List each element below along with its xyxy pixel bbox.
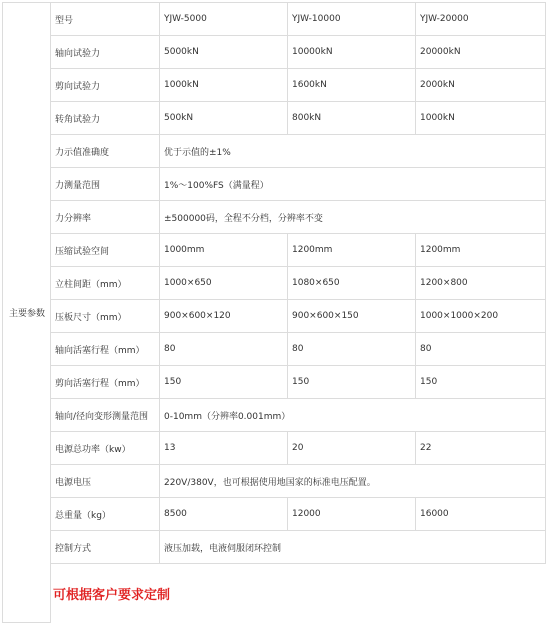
value-cell: 10000kN [288,36,416,69]
row-label: 力示值准确度 [51,135,160,168]
value-cell: 1200mm [288,234,416,267]
value-cell: 800kN [288,102,416,135]
value-cell: 1000×650 [160,267,288,300]
table-row [3,201,546,234]
value-cell: 20 [288,432,416,465]
row-label: 轴向试验力 [51,36,160,69]
table-row [3,267,546,300]
value-cell: 80 [288,333,416,366]
table-row [3,69,546,102]
value-cell: 80 [160,333,288,366]
row-label: 轴向/径向变形测量范围 [51,399,160,432]
value-cell: 20000kN [416,36,546,69]
value-cell: 13 [160,432,288,465]
value-cell: 1200mm [416,234,546,267]
value-cell: 1200×800 [416,267,546,300]
value-cell: 80 [416,333,546,366]
custom-note: 可根据客户要求定制 [53,587,171,603]
value-cell: 22 [416,432,546,465]
value-cell: 0-10mm（分辨率0.001mm） [160,399,546,432]
table-row [3,399,546,432]
row-label: 轴向活塞行程（mm） [51,333,160,366]
value-cell: 12000 [288,498,416,531]
row-label: 控制方式 [51,531,160,564]
value-cell: 8500 [160,498,288,531]
row-label: 总重量（kg） [51,498,160,531]
row-label: 压板尺寸（mm） [51,300,160,333]
row-label: 压缩试验空间 [51,234,160,267]
row-label: 力分辨率 [51,201,160,234]
table-row [3,465,546,498]
row-label: 电源总功率（kw） [51,432,160,465]
value-cell: 900×600×150 [288,300,416,333]
value-cell: 1000mm [160,234,288,267]
note-cell [51,564,546,623]
row-label: 电源电压 [51,465,160,498]
value-cell: YJW-5000 [160,3,288,36]
value-cell: 1000kN [416,102,546,135]
value-cell: 2000kN [416,69,546,102]
value-cell: 1%～100%FS（满量程） [160,168,546,201]
row-label: 立柱间距（mm） [51,267,160,300]
spec-table-body [3,3,546,623]
value-cell: 150 [416,366,546,399]
value-cell: 优于示值的±1% [160,135,546,168]
group-label-cell: 主要参数 [3,3,51,623]
value-cell: 900×600×120 [160,300,288,333]
value-cell: 500kN [160,102,288,135]
value-cell: 16000 [416,498,546,531]
table-row [3,333,546,366]
note-row [3,564,546,623]
value-cell: 150 [160,366,288,399]
value-cell: 150 [288,366,416,399]
table-row [3,135,546,168]
table-row [3,3,546,36]
value-cell: YJW-10000 [288,3,416,36]
value-cell: 220V/380V，也可根据使用地国家的标准电压配置。 [160,465,546,498]
row-label: 力测量范围 [51,168,160,201]
value-cell: YJW-20000 [416,3,546,36]
table-row [3,300,546,333]
table-row [3,234,546,267]
value-cell: 液压加载，电液伺服闭环控制 [160,531,546,564]
row-label: 剪向试验力 [51,69,160,102]
value-cell: 5000kN [160,36,288,69]
table-row [3,36,546,69]
value-cell: ±500000码，全程不分档，分辨率不变 [160,201,546,234]
table-row [3,531,546,564]
row-label: 型号 [51,3,160,36]
value-cell: 1000kN [160,69,288,102]
spec-table [2,2,546,623]
value-cell: 1600kN [288,69,416,102]
table-row [3,168,546,201]
table-row [3,432,546,465]
table-row [3,366,546,399]
table-row [3,102,546,135]
table-row [3,498,546,531]
value-cell: 1080×650 [288,267,416,300]
row-label: 转角试验力 [51,102,160,135]
row-label: 剪向活塞行程（mm） [51,366,160,399]
value-cell: 1000×1000×200 [416,300,546,333]
